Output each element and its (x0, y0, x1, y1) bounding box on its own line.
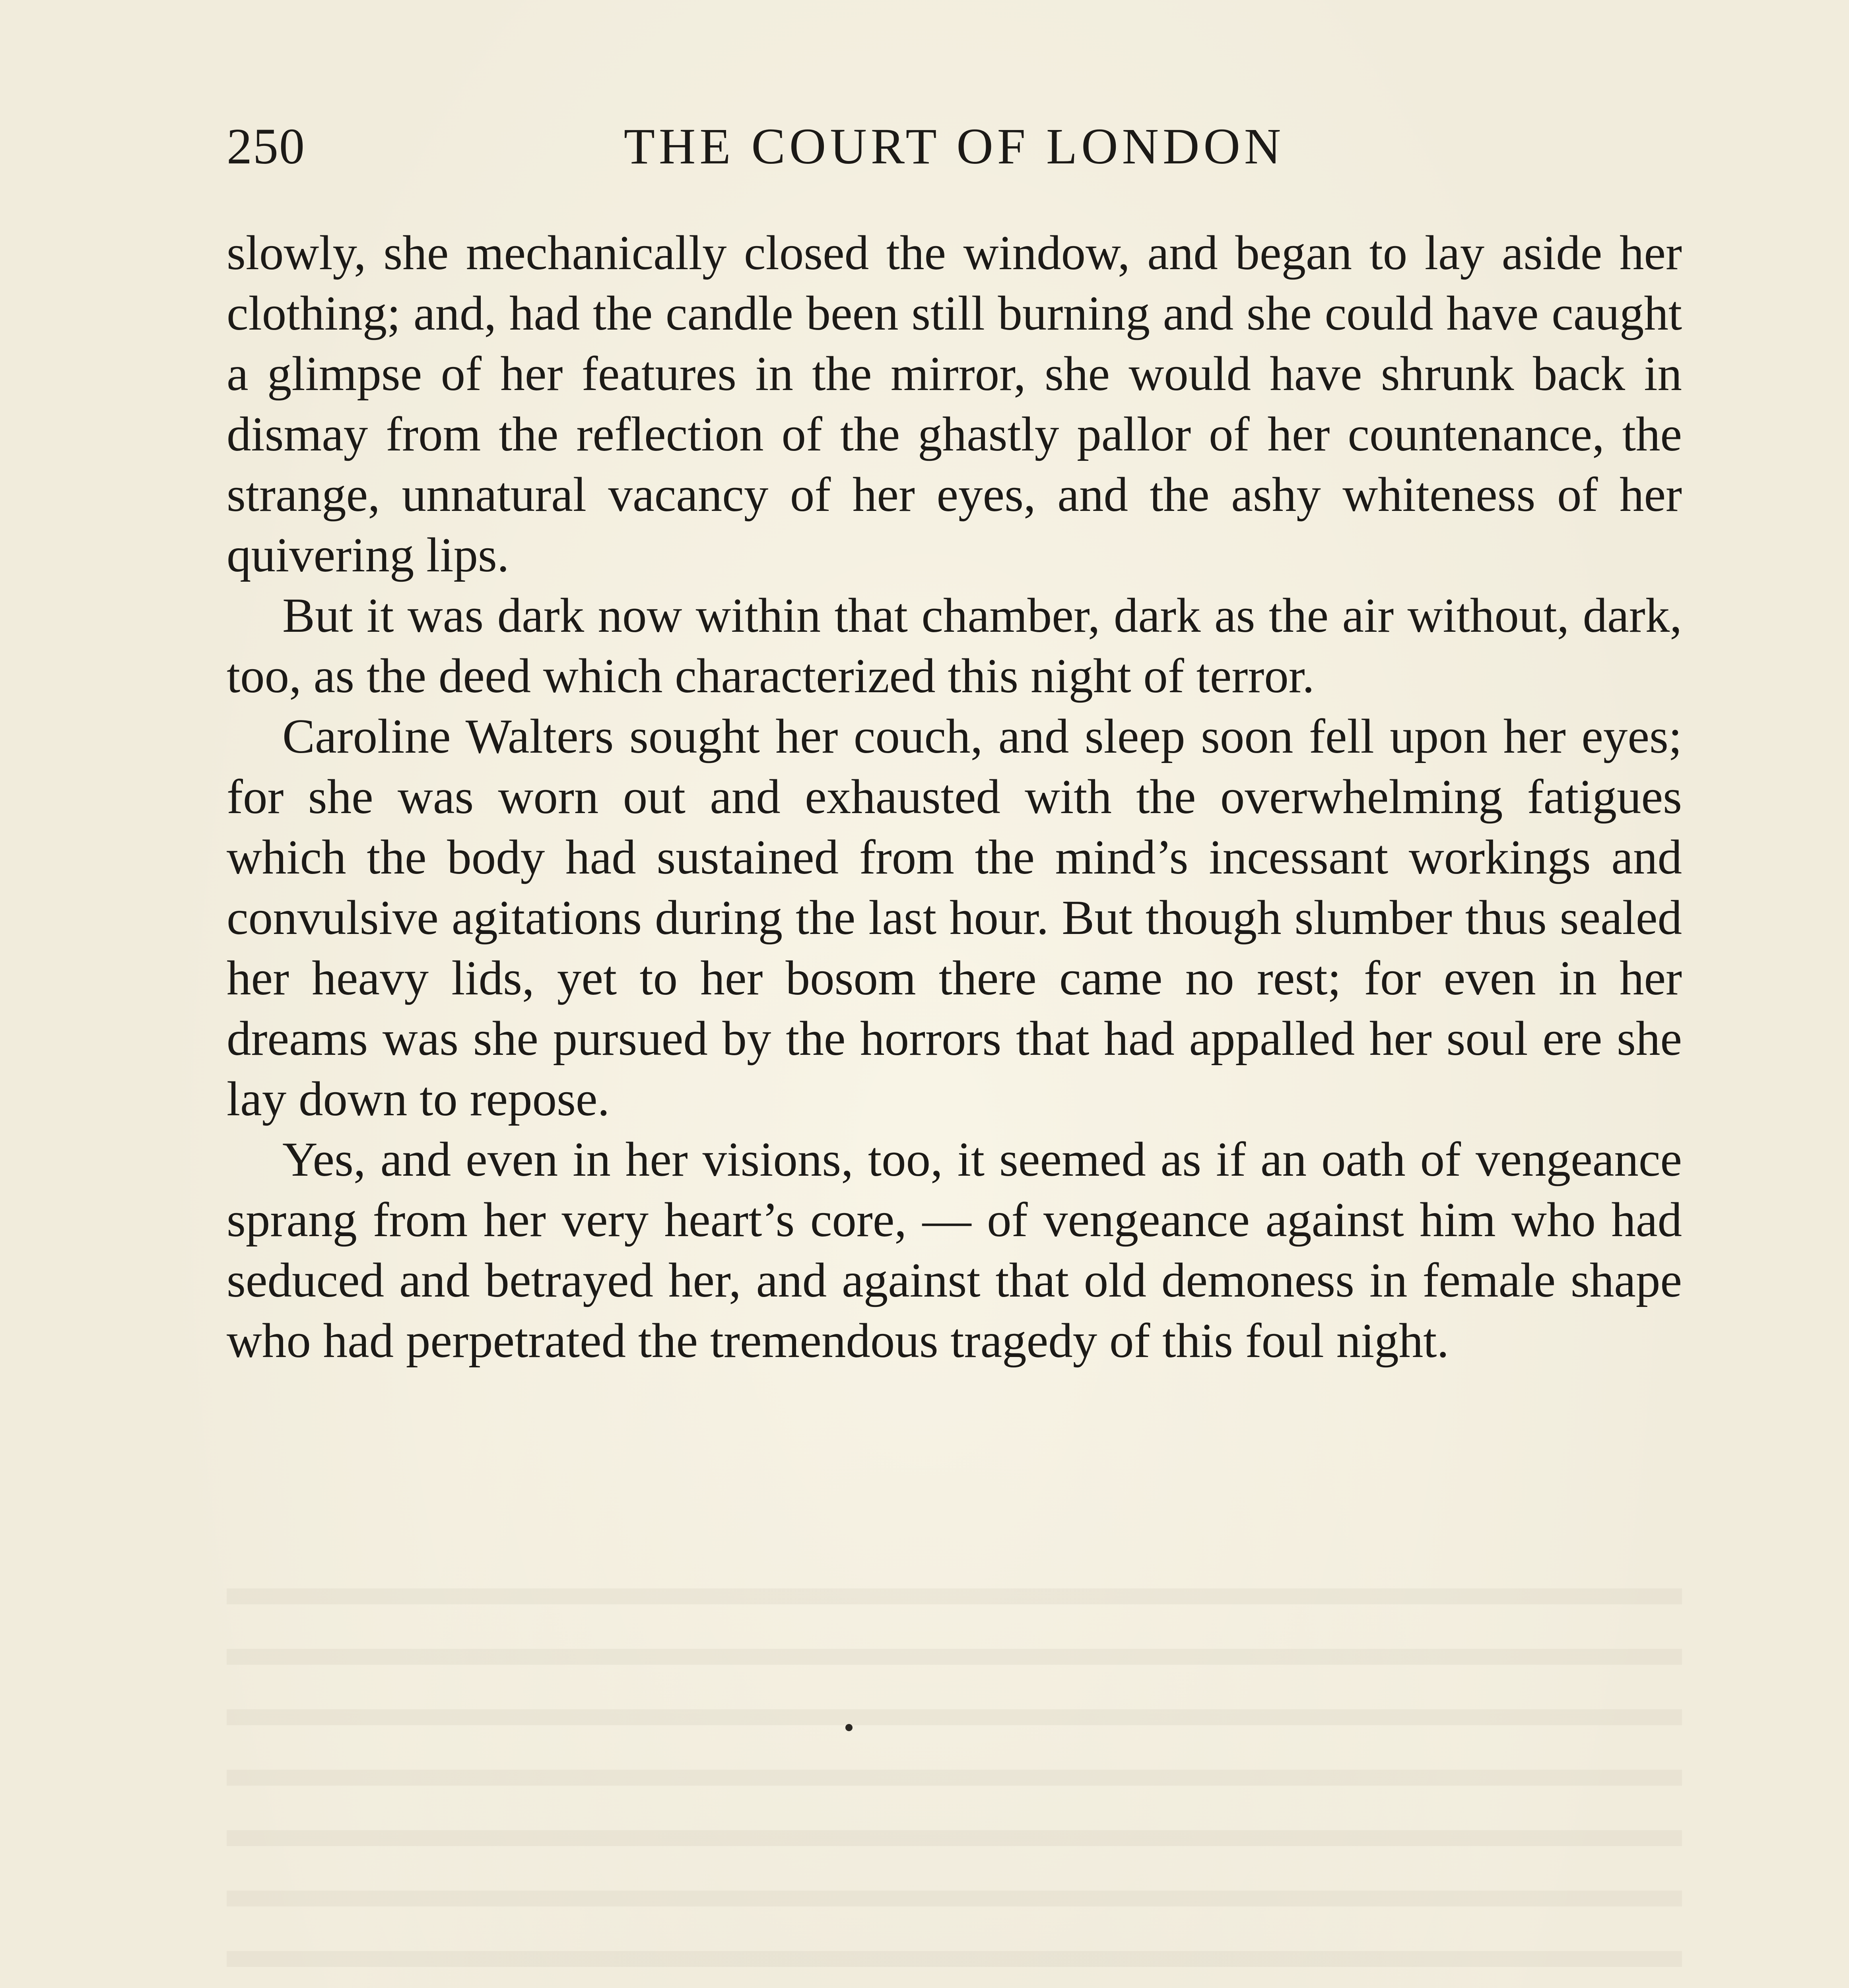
page-number: 250 (227, 118, 305, 175)
paragraph: Caroline Walters sought her couch, and sleep soon fell upon her eyes; for she was worn out and exhausted with the overwhelming fatigues which the body had sustained from the mind’s incessant workings and convulsive agitations during the last hour. But though slumber thus sealed her heavy lids, yet to her bosom there came no rest; for even in her dreams was she pursued by the horrors that had appalled her soul ere she lay down to repose. (227, 709, 1682, 1126)
paragraph-continued: slowly, she mechanically closed the window, and began to lay aside her clothing; and, had the candle been still burning and she could have caught a glimpse of her features in the mirror, she would have shrunk back in dismay from the reflection of the ghastly pallor of her countenance, the strange, unnatural vacancy of her eyes, and the ashy whiteness of her quivering lips. (227, 225, 1682, 582)
running-title: THE COURT OF LONDON (623, 118, 1285, 175)
running-head (227, 107, 1682, 186)
paragraph: Yes, and even in her visions, too, it seemed as if an oath of vengeance sprang from her very heart’s core, — of vengeance against him who had seduced and betrayed her, and against that old demoness in female shape who had perpetrated the tremendous tragedy of this foul night. (227, 1132, 1682, 1368)
paragraph: But it was dark now within that chamber, dark as the air without, dark, too, as the deed which characterized this night of terror. (227, 588, 1682, 703)
page-show-through (227, 1551, 1682, 1988)
body-text (227, 223, 1682, 1371)
section-end-dot (845, 1724, 853, 1731)
